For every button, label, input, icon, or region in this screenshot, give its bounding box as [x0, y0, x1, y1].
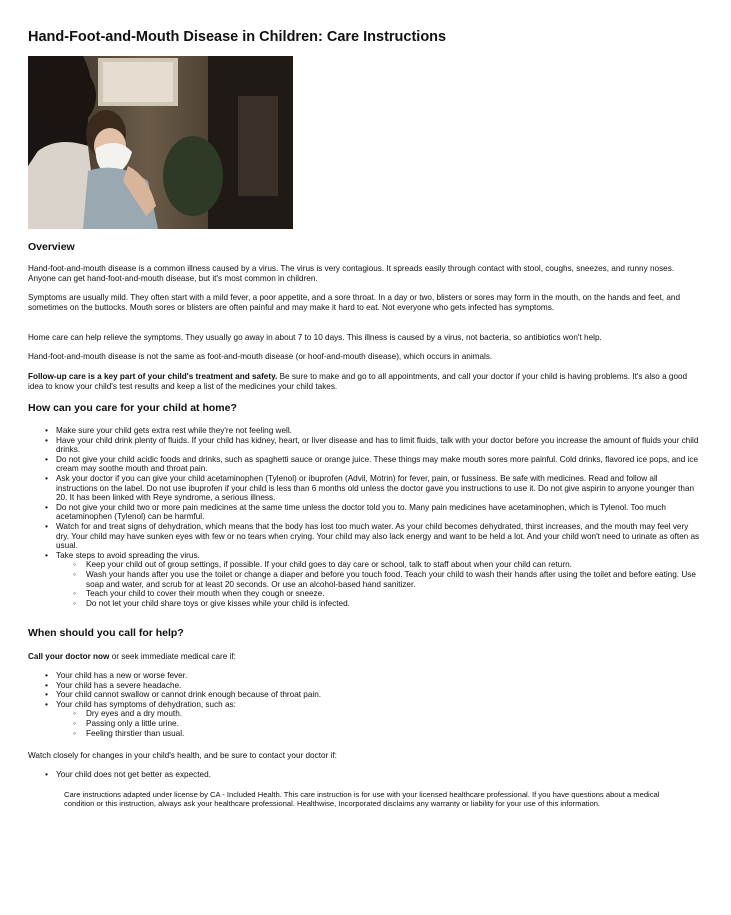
list-item: • Watch for and treat signs of dehydration, which means that the body has lost too much water. As your child becomes dehydrated, thirst increases, and the mouth may feel very dry. Your child may have sunken eyes with few or no tears when crying. Your child may also lack energy and want to be held a lot. And your child won't need to urinate as often as usual. [28, 522, 700, 551]
overview-section-3 [28, 333, 700, 343]
sub-list-item: ◦ Keep your child out of group settings, if possible. If your child goes to day care or school, talk to staff about when your child can return. [28, 560, 700, 570]
home-care-heading: How can you care for your child at home? [28, 402, 237, 414]
home-care-list [28, 426, 700, 608]
watch-block [28, 751, 700, 761]
followup-paragraph [28, 372, 700, 391]
spread-prevention-sublist [56, 560, 700, 608]
call-help-intro-text: or seek immediate medical care if: [109, 652, 236, 661]
home-care-list-block [28, 426, 700, 608]
call-help-list-block [28, 671, 700, 738]
sub-list-item: ◦ Feeling thirstier than usual. [28, 729, 700, 739]
overview-section-2 [28, 293, 700, 312]
sub-list-item: ◦ Dry eyes and a dry mouth. [28, 709, 700, 719]
list-item-text: Take steps to avoid spreading the virus. [56, 550, 200, 560]
disclaimer-text: Care instructions adapted under license by CA - Included Health. This care instruction is for use with your licensed healthcare professional. If you have questions about a medical condition or this instruction, always ask your healthcare professional. Healthwise, Incorporated disclaims any warranty or liability for your use of this information. [64, 790, 660, 808]
list-item: • Your child cannot swallow or cannot drink enough because of throat pain. [28, 690, 700, 700]
overview-paragraph-4: Hand-foot-and-mouth disease is not the same as foot-and-mouth disease (or hoof-and-mouth disease), which occurs in animals. [28, 352, 493, 361]
call-help-intro-block [28, 652, 700, 662]
list-item: • Have your child drink plenty of fluids. If your child has kidney, heart, or liver disease and has to limit fluids, talk with your doctor before you increase the amount of fluids your child drinks. [28, 436, 700, 455]
followup-section [28, 372, 700, 391]
overview-paragraph-2: Symptoms are usually mild. They often start with a mild fever, a poor appetite, and a sore throat. In a day or two, blisters or sores may form in the mouth, on the hands and feet, and sometimes on the buttocks. Mouth sores or blisters are often painful and may make it hard to eat. Not everyone who gets infected has symptoms. [28, 293, 680, 312]
followup-text: Be sure to make and go to all appointments, and call your doctor if your child is having problems. It's also a good idea to know your child's test results and keep a list of the medicines your child takes. [28, 372, 688, 391]
list-item: • Do not give your child two or more pain medicines at the same time unless the doctor told you to. Many pain medicines have acetaminophen, which is Tylenol. Too much acetaminophen (Tylenol) can be harmful. [28, 503, 700, 522]
sub-list-item: ◦ Passing only a little urine. [28, 719, 700, 729]
overview-paragraph-1: Hand-foot-and-mouth disease is a common illness caused by a virus. The virus is very contagious. It spreads easily through contact with stool, coughs, sneezes, and runny noses. Anyone can get hand-foot-and-mouth disease, but it's most common in children. [28, 264, 675, 283]
watch-list [28, 770, 700, 780]
sub-list-item: ◦ Do not let your child share toys or give kisses while your child is infected. [28, 599, 700, 609]
overview-paragraph-3: Home care can help relieve the symptoms. They usually go away in about 7 to 10 days. This illness is caused by a virus, not bacteria, so antibiotics won't help. [28, 333, 602, 342]
list-item: • Your child does not get better as expected. [28, 770, 700, 780]
call-doctor-now-text: Call your doctor now [28, 652, 110, 661]
parent-child-photo [28, 56, 293, 229]
dehydration-sublist [56, 709, 700, 738]
photo-illustration [28, 56, 293, 229]
sub-list-item: ◦ Teach your child to cover their mouth when they cough or sneeze. [28, 589, 700, 599]
followup-bold-text: Follow-up care is a key part of your child's treatment and safety. [28, 372, 278, 381]
watch-paragraph: Watch closely for changes in your child's health, and be sure to contact your doctor if: [28, 751, 337, 760]
list-item-text: Your child has symptoms of dehydration, such as: [56, 699, 236, 709]
list-item-with-sublist [28, 551, 700, 609]
call-help-list [28, 671, 700, 738]
list-item: • Do not give your child acidic foods and drinks, such as spaghetti sauce or orange juice. These things may make mouth sores more painful. Cold drinks, flavored ice pops, and ice cream may soothe mouth and throat pain. [28, 455, 700, 474]
overview-section-4 [28, 352, 700, 362]
call-help-intro [28, 652, 700, 662]
list-item-with-sublist [28, 700, 700, 738]
list-item: • Make sure your child gets extra rest while they're not feeling well. [28, 426, 700, 436]
watch-list-block [28, 770, 700, 780]
list-item: • Your child has a severe headache. [28, 681, 700, 691]
list-item: • Ask your doctor if you can give your child acetaminophen (Tylenol) or ibuprofen (Advil, Motrin) for fever, pain, or fussiness. Be safe with medicines. Read and follow all instructions on the label. Do not use ibuprofen if your child is less than 6 months old unless the doctor gave you instructions to use it. Do not give aspirin to anyone younger than 20. It has been linked with Reye syndrome, a serious illness. [28, 474, 700, 503]
page-title: Hand-Foot-and-Mouth Disease in Children: Care Instructions [28, 29, 447, 45]
call-help-heading: When should you call for help? [28, 627, 184, 639]
list-item: • Your child has a new or worse fever. [28, 671, 700, 681]
overview-heading: Overview [28, 241, 75, 253]
overview-section [28, 264, 700, 283]
sub-list-item: ◦ Wash your hands after you use the toilet or change a diaper and before you touch food. Teach your child to wash their hands after using the toilet and before eating. Use soap and water, and scrub for at least 20 seconds. Or use an alcohol-based hand sanitizer. [28, 570, 700, 589]
